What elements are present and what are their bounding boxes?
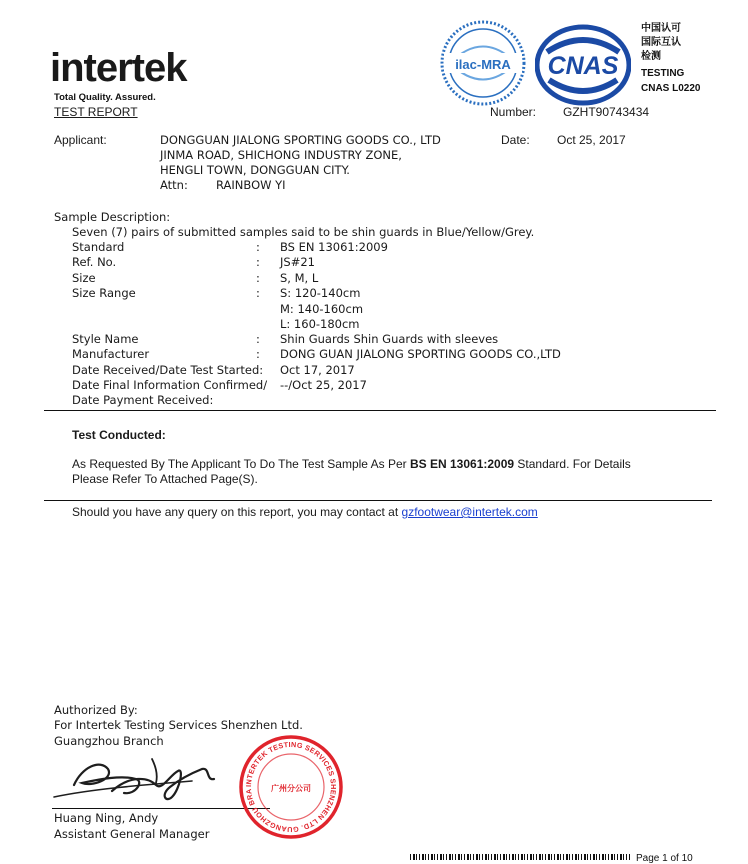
field-colon: : xyxy=(256,332,260,346)
field-colon: : xyxy=(256,240,260,254)
cnas-logo xyxy=(535,24,631,106)
cnas-number: CNAS L0220 xyxy=(641,83,701,94)
test-standard: BS EN 13061:2009 xyxy=(409,457,515,471)
field-label-style: Style Name xyxy=(72,332,139,346)
authorized-branch: Guangzhou Branch xyxy=(54,734,164,748)
field-label-date-received: Date Received/Date Test Started: xyxy=(72,363,264,377)
date-value: Oct 25, 2017 xyxy=(557,133,626,147)
authorized-org: For Intertek Testing Services Shenzhen Ltd. xyxy=(54,718,303,732)
cn-line-1: 中国认可 xyxy=(641,23,681,34)
applicant-line-1: DONGGUAN JIALONG SPORTING GOODS CO., LTD xyxy=(160,133,441,147)
number-label: Number: xyxy=(490,105,537,119)
sample-intro: Seven (7) pairs of submitted samples said to be shin guards in Blue/Yellow/Grey. xyxy=(72,225,535,239)
field-colon: : xyxy=(256,286,260,300)
field-label-manufacturer: Manufacturer xyxy=(72,347,150,361)
cn-line-2: 国际互认 xyxy=(641,37,681,48)
report-number: GZHT90743434 xyxy=(563,105,650,119)
seal-ring-text: INTERTEK TESTING SERVICES SHENZHEN LTD. GUANGZHOU BRA xyxy=(243,739,339,835)
field-label-date-payment: Date Payment Received: xyxy=(72,393,214,407)
field-value-date-received: Oct 17, 2017 xyxy=(280,363,355,377)
test-text-before: As Requested By The Applicant To Do The Test Sample As Per xyxy=(72,457,410,471)
cn-line-3: 检测 xyxy=(641,51,661,62)
divider-bottom xyxy=(44,500,712,501)
ilac-mra-logo xyxy=(440,20,526,106)
field-value-size: S, M, L xyxy=(280,271,319,285)
signatory-name: Huang Ning, Andy xyxy=(54,811,159,825)
attn-value: RAINBOW YI xyxy=(216,178,286,192)
cnas-text: CNAS xyxy=(547,52,619,80)
applicant-line-3: HENGLI TOWN, DONGGUAN CITY. xyxy=(160,163,350,177)
field-value-style: Shin Guards Shin Guards with sleeves xyxy=(280,332,499,346)
tagline: Total Quality. Assured. xyxy=(54,92,156,103)
field-label-ref: Ref. No. xyxy=(72,255,117,269)
field-colon: : xyxy=(256,255,260,269)
applicant-label: Applicant: xyxy=(54,133,107,147)
field-label-date-confirmed: Date Final Information Confirmed/ xyxy=(72,378,268,392)
contact-text: Should you have any query on this report, you may contact at xyxy=(72,505,402,519)
test-heading: Test Conducted: xyxy=(72,428,166,442)
contact-email-link[interactable]: gzfootwear@intertek.com xyxy=(401,505,538,519)
contact-line xyxy=(72,505,538,520)
authorized-heading: Authorized By: xyxy=(54,703,138,717)
ilac-text: ilac-MRA xyxy=(455,57,511,72)
field-value-ref: JS#21 xyxy=(280,255,315,269)
signature xyxy=(52,745,242,807)
field-label-standard: Standard xyxy=(72,240,125,254)
signatory-title: Assistant General Manager xyxy=(54,827,210,841)
testing-label: TESTING xyxy=(641,68,685,79)
attn-label: Attn: xyxy=(160,178,188,192)
field-colon: : xyxy=(256,347,260,361)
intertek-logo: intertek xyxy=(50,46,187,90)
field-value-date-confirmed: --/Oct 25, 2017 xyxy=(280,378,367,392)
page-number: Page 1 of 10 xyxy=(636,853,693,864)
field-value-size-range-m: M: 140-160cm xyxy=(280,302,364,316)
barcode xyxy=(410,854,630,860)
field-value-standard: BS EN 13061:2009 xyxy=(280,240,388,254)
applicant-line-2: JINMA ROAD, SHICHONG INDUSTRY ZONE, xyxy=(160,148,402,162)
test-line-1 xyxy=(72,457,631,472)
report-title: TEST REPORT xyxy=(54,105,138,119)
company-seal xyxy=(238,734,344,840)
test-text-after: Standard. For Details xyxy=(514,457,631,471)
test-line-2: Please Refer To Attached Page(S). xyxy=(72,472,258,486)
divider-top xyxy=(44,410,716,411)
field-label-size: Size xyxy=(72,271,96,285)
field-value-manufacturer: DONG GUAN JIALONG SPORTING GOODS CO.,LTD xyxy=(280,347,561,361)
field-value-size-range-s: S: 120-140cm xyxy=(280,286,361,300)
field-label-size-range: Size Range xyxy=(72,286,136,300)
field-colon: : xyxy=(256,271,260,285)
seal-center-text: 广州分公司 xyxy=(271,784,311,793)
field-value-size-range-l: L: 160-180cm xyxy=(280,317,360,331)
date-label: Date: xyxy=(501,133,530,147)
sample-heading: Sample Description: xyxy=(54,210,171,224)
